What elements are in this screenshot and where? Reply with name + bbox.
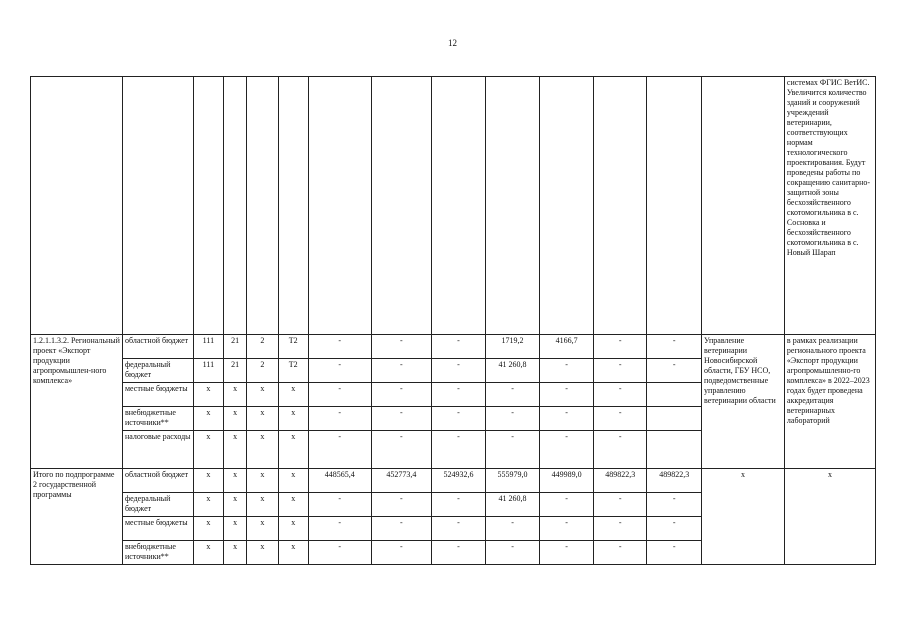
total-result: х: [784, 469, 875, 565]
funding-source: налоговые расходы: [122, 431, 193, 469]
value-cell: -: [540, 383, 594, 407]
total-name: Итого по подпрограмме 2 государственной программы: [31, 469, 123, 565]
value-cell: -: [308, 383, 371, 407]
code-cell: 111: [193, 359, 223, 383]
value-cell: -: [647, 359, 702, 383]
code-cell: х: [247, 517, 278, 541]
value-cell: 4166,7: [540, 335, 594, 359]
value-cell: -: [371, 383, 432, 407]
total-executor: х: [702, 469, 785, 565]
code-cell: 21: [224, 359, 247, 383]
value-cell: 41 260,8: [485, 493, 540, 517]
value-cell: -: [371, 541, 432, 565]
budget-table: [30, 76, 876, 565]
value-cell: -: [432, 359, 486, 383]
value-cell: -: [432, 541, 486, 565]
value-cell: -: [432, 517, 486, 541]
funding-source: федеральный бюджет: [122, 359, 193, 383]
code-cell: х: [224, 469, 247, 493]
result-note-continued: системах ФГИС ВетИС. Увеличится количество зданий и сооружений учреждений ветеринарии, соответствующих нормам технологического проектирования. Будут проведены работы по сокращению санитарно-защитной зоны бесхозяйственного скотомогильника в с. Сосновка и бесхозяйственного скотомогильника в с. Новый Шарап: [784, 77, 875, 335]
code-cell: х: [224, 383, 247, 407]
code-cell: х: [224, 431, 247, 469]
code-cell: 2: [247, 335, 278, 359]
value-cell: -: [432, 335, 486, 359]
code-cell: х: [247, 493, 278, 517]
code-cell: х: [247, 541, 278, 565]
code-cell: х: [278, 407, 308, 431]
code-cell: х: [193, 469, 223, 493]
value-cell: -: [308, 431, 371, 469]
value-cell: -: [540, 517, 594, 541]
value-cell: 555979,0: [485, 469, 540, 493]
code-cell: х: [224, 517, 247, 541]
value-cell: -: [540, 359, 594, 383]
code-cell: х: [247, 469, 278, 493]
value-cell: 1719,2: [485, 335, 540, 359]
funding-source: федеральный бюджет: [122, 493, 193, 517]
value-cell: -: [485, 431, 540, 469]
project-executor: Управление ветеринарии Новосибирской области, ГБУ НСО, подведомственные управлению ветеринарии области: [702, 335, 785, 469]
page-number: 12: [448, 38, 457, 48]
value-cell: -: [647, 493, 702, 517]
code-cell: х: [278, 469, 308, 493]
value-cell: -: [308, 359, 371, 383]
code-cell: х: [193, 493, 223, 517]
value-cell: -: [540, 431, 594, 469]
code-cell: х: [278, 517, 308, 541]
funding-source: внебюджетные источники**: [122, 407, 193, 431]
code-cell: х: [193, 517, 223, 541]
value-cell: -: [371, 431, 432, 469]
code-cell: х: [224, 493, 247, 517]
value-cell: [647, 383, 702, 407]
table-row: [31, 335, 876, 359]
funding-source: внебюджетные источники**: [122, 541, 193, 565]
value-cell: -: [308, 493, 371, 517]
value-cell: -: [485, 517, 540, 541]
value-cell: 452773,4: [371, 469, 432, 493]
value-cell: -: [371, 493, 432, 517]
code-cell: х: [278, 493, 308, 517]
value-cell: -: [308, 335, 371, 359]
table-body: [31, 77, 876, 565]
value-cell: -: [593, 383, 647, 407]
value-cell: -: [371, 335, 432, 359]
value-cell: -: [485, 383, 540, 407]
code-cell: х: [224, 541, 247, 565]
value-cell: -: [647, 335, 702, 359]
project-name: 1.2.1.1.3.2. Региональный проект «Экспорт продукции агропромышлен-ного комплекса»: [31, 335, 123, 469]
code-cell: 2: [247, 359, 278, 383]
value-cell: 489822,3: [593, 469, 647, 493]
value-cell: -: [593, 359, 647, 383]
value-cell: -: [371, 407, 432, 431]
value-cell: -: [647, 541, 702, 565]
funding-source: местные бюджеты: [122, 383, 193, 407]
value-cell: 448565,4: [308, 469, 371, 493]
value-cell: -: [593, 541, 647, 565]
value-cell: -: [432, 493, 486, 517]
funding-source: местные бюджеты: [122, 517, 193, 541]
value-cell: 41 260,8: [485, 359, 540, 383]
code-cell: х: [278, 431, 308, 469]
value-cell: -: [593, 335, 647, 359]
funding-source: областной бюджет: [122, 469, 193, 493]
value-cell: -: [371, 359, 432, 383]
code-cell: х: [247, 431, 278, 469]
value-cell: -: [485, 541, 540, 565]
code-cell: Т2: [278, 335, 308, 359]
value-cell: [647, 407, 702, 431]
value-cell: -: [308, 407, 371, 431]
funding-source: областной бюджет: [122, 335, 193, 359]
code-cell: х: [193, 431, 223, 469]
code-cell: Т2: [278, 359, 308, 383]
code-cell: 21: [224, 335, 247, 359]
code-cell: х: [193, 407, 223, 431]
value-cell: -: [593, 517, 647, 541]
code-cell: х: [247, 407, 278, 431]
value-cell: -: [540, 493, 594, 517]
value-cell: -: [371, 517, 432, 541]
value-cell: -: [647, 517, 702, 541]
code-cell: х: [193, 383, 223, 407]
table-row-continued: [31, 77, 876, 335]
value-cell: -: [593, 431, 647, 469]
code-cell: х: [224, 407, 247, 431]
code-cell: х: [247, 383, 278, 407]
code-cell: 111: [193, 335, 223, 359]
value-cell: -: [308, 541, 371, 565]
code-cell: х: [278, 383, 308, 407]
value-cell: 489822,3: [647, 469, 702, 493]
project-result: в рамках реализации регионального проекта «Экспорт продукции агропромышленно-го комплекса» в 2022–2023 годах будет проведена аккредитация ветеринарных лабораторий: [784, 335, 875, 469]
value-cell: 524932,6: [432, 469, 486, 493]
value-cell: [647, 431, 702, 469]
value-cell: -: [432, 383, 486, 407]
value-cell: -: [540, 541, 594, 565]
code-cell: х: [193, 541, 223, 565]
value-cell: -: [485, 407, 540, 431]
value-cell: -: [432, 407, 486, 431]
code-cell: х: [278, 541, 308, 565]
value-cell: -: [593, 493, 647, 517]
value-cell: -: [593, 407, 647, 431]
value-cell: -: [308, 517, 371, 541]
value-cell: -: [432, 431, 486, 469]
value-cell: 449989,0: [540, 469, 594, 493]
value-cell: -: [540, 407, 594, 431]
table-row: [31, 469, 876, 493]
